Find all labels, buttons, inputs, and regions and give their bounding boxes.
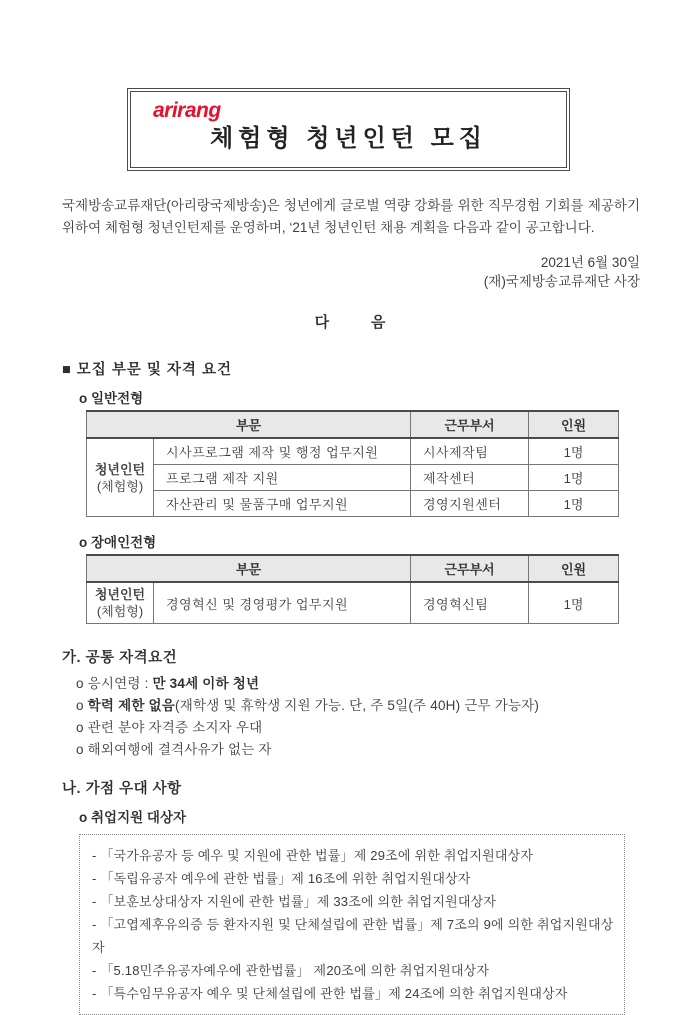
item-text: (재학생 및 휴학생 지원 가능. 단, 주 5일(주 40H) 근무 가능자): [175, 698, 540, 713]
law-item: - 「독립유공자 예우에 관한 법률」제 16조에 위한 취업지원대상자: [92, 871, 471, 886]
cell-count: 1명: [529, 438, 619, 465]
preference-heading: 나. 가점 우대 사항: [62, 781, 182, 797]
title-box: [127, 88, 570, 171]
col-header-count: 인원: [529, 411, 619, 438]
cell-dept: 경영지원센터: [411, 491, 529, 517]
list-item: [76, 695, 700, 717]
sign-off-block: [0, 253, 640, 291]
item-text: o 관련 분야 자격증 소지자 우대: [76, 720, 263, 735]
general-recruit-table: [86, 410, 619, 517]
cell-dept: 제작센터: [411, 465, 529, 491]
table-row: [87, 582, 619, 624]
cell-count: 1명: [529, 465, 619, 491]
disabled-track-label: o 장애인전형: [79, 535, 157, 550]
announcement-date: 2021년 6월 30일: [540, 255, 640, 270]
list-item: [76, 673, 700, 695]
arirang-logo: arirang: [153, 99, 221, 122]
cell-dept: 시사제작팀: [411, 438, 529, 465]
col-header-count: 인원: [529, 555, 619, 582]
cell-part: 시사프로그램 제작 및 행정 업무지원: [154, 438, 411, 465]
announcement-signer: (재)국제방송교류재단 사장: [483, 274, 640, 289]
disabled-recruit-table: [86, 554, 619, 624]
qualifications-heading: 가. 공통 자격요건: [62, 650, 178, 666]
employment-support-label: o 취업지원 대상자: [79, 810, 187, 825]
col-header-part: 부문: [87, 411, 411, 438]
recruit-section-heading: ■ 모집 부문 및 자격 요건: [62, 362, 232, 378]
table-header-row: [87, 555, 619, 582]
document-title: 체험형 청년인턴 모집: [210, 125, 487, 152]
row-group-label: [87, 582, 154, 624]
law-item: - 「고엽제후유의증 등 환자지원 및 단체설립에 관한 법률」제 7조의 9에 의한 취업지원대상자: [92, 917, 614, 955]
col-header-dept: 근무부서: [411, 555, 529, 582]
daum-divider-label: 다 음: [314, 314, 386, 331]
law-item: - 「특수임무유공자 예우 및 단체설립에 관한 법률」제 24조에 의한 취업지원대상자: [92, 986, 568, 1001]
table-header-row: [87, 411, 619, 438]
law-item: - 「보훈보상대상자 지원에 관한 법률」제 33조에 의한 취업지원대상자: [92, 894, 497, 909]
list-item: [76, 717, 700, 739]
item-text: o 해외여행에 결격사유가 없는 자: [76, 742, 272, 757]
col-header-dept: 근무부서: [411, 411, 529, 438]
qualifications-list: [76, 673, 700, 761]
law-item: - 「5.18민주유공자예우에 관한법률」 제20조에 의한 취업지원대상자: [92, 963, 490, 978]
cell-count: 1명: [529, 582, 619, 624]
item-text: o 응시연령 :: [76, 676, 153, 691]
row-label-line2: (체험형): [96, 478, 144, 494]
law-item: - 「국가유공자 등 예우 및 지원에 관한 법률」제 29조에 위한 취업지원대상자: [92, 848, 534, 863]
item-text: o: [76, 698, 88, 713]
row-label-line1: 청년인턴: [94, 587, 146, 602]
row-label-line1: 청년인턴: [94, 461, 146, 477]
cell-dept: 경영혁신팀: [411, 582, 529, 624]
cell-part: 자산관리 및 물품구매 업무지원: [154, 491, 411, 517]
row-group-label: [87, 438, 154, 517]
item-bold-text: 학력 제한 없음: [87, 698, 176, 713]
row-label-line2: (체험형): [96, 604, 144, 619]
employment-support-box: [79, 834, 625, 1015]
intro-paragraph: 국제방송교류재단(아리랑국제방송)은 청년에게 글로벌 역량 강화를 위한 직무경험 기회를 제공하기 위하여 체험형 청년인턴제를 운영하며, ‘21년 청년인턴 채용 계획을 다음과 같이 공고합니다.: [62, 198, 640, 235]
cell-part: 경영혁신 및 경영평가 업무지원: [154, 582, 411, 624]
general-track-label: o 일반전형: [79, 391, 144, 406]
cell-count: 1명: [529, 491, 619, 517]
cell-part: 프로그램 제작 지원: [154, 465, 411, 491]
table-row: [87, 491, 619, 517]
table-row: [87, 465, 619, 491]
item-bold-text: 만 34세 이하 청년: [152, 676, 260, 691]
col-header-part: 부문: [87, 555, 411, 582]
list-item: [76, 739, 700, 761]
table-row: [87, 438, 619, 465]
